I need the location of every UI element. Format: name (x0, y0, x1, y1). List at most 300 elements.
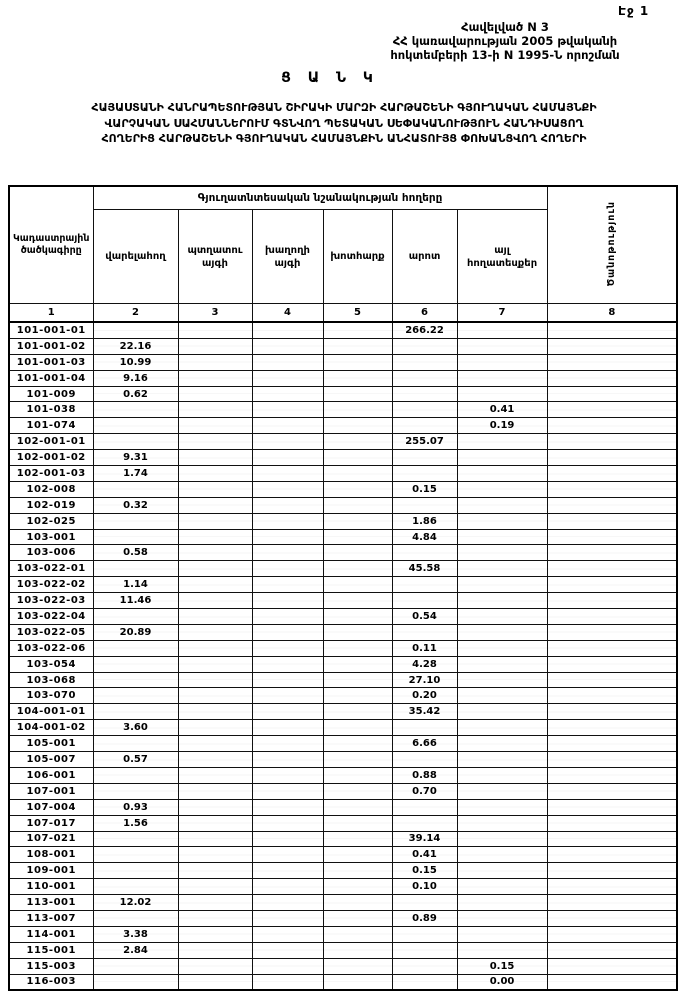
area-value-cell (547, 418, 677, 434)
area-value-cell (457, 736, 547, 752)
area-value-cell (252, 577, 323, 593)
area-value-cell (323, 402, 392, 418)
table-row (9, 736, 677, 752)
area-value-cell (93, 958, 178, 974)
table-row (9, 418, 677, 434)
area-value-cell (252, 338, 323, 354)
area-value-cell (392, 386, 457, 402)
area-value-cell: 3.38 (93, 926, 178, 942)
land-parcels-table (8, 185, 678, 991)
area-value-cell (323, 545, 392, 561)
area-value-cell (178, 402, 252, 418)
area-value-cell (252, 402, 323, 418)
cadastral-code-cell: 101-001-01 (9, 322, 93, 338)
area-value-cell (457, 497, 547, 513)
area-value-cell (547, 513, 677, 529)
area-value-cell (323, 418, 392, 434)
cadastral-code-cell: 103-022-05 (9, 624, 93, 640)
area-value-cell (178, 799, 252, 815)
area-value-cell (457, 593, 547, 609)
area-value-cell (93, 322, 178, 338)
area-value-cell (252, 418, 323, 434)
area-value-cell (457, 688, 547, 704)
column-number-row (9, 304, 677, 323)
area-value-cell (547, 926, 677, 942)
area-value-cell (323, 481, 392, 497)
area-value-cell (323, 879, 392, 895)
area-value-cell (323, 942, 392, 958)
area-value-cell (323, 354, 392, 370)
area-value-cell (547, 609, 677, 625)
table-row (9, 624, 677, 640)
area-value-cell (252, 704, 323, 720)
area-value-cell (93, 529, 178, 545)
cadastral-code-cell: 106-001 (9, 767, 93, 783)
area-value-cell: 39.14 (392, 831, 457, 847)
area-value-cell: 0.58 (93, 545, 178, 561)
area-value-cell (93, 863, 178, 879)
area-value-cell (252, 593, 323, 609)
cadastral-code-cell: 107-021 (9, 831, 93, 847)
area-value-cell (178, 736, 252, 752)
area-value-cell (252, 450, 323, 466)
area-value-cell (252, 958, 323, 974)
area-value-cell (178, 688, 252, 704)
note-header-vertical-label: Ծանոթություն (606, 200, 618, 287)
area-value-cell: 22.16 (93, 338, 178, 354)
cadastral-code-cell: 107-004 (9, 799, 93, 815)
column-header-orchard: պտղատու այգի (178, 210, 252, 304)
area-value-cell (457, 338, 547, 354)
table-row (9, 847, 677, 863)
area-value-cell: 27.10 (392, 672, 457, 688)
area-value-cell (93, 688, 178, 704)
area-value-cell (93, 736, 178, 752)
cadastral-code-cell: 104-001-01 (9, 704, 93, 720)
area-value-cell (392, 926, 457, 942)
area-value-cell: 9.16 (93, 370, 178, 386)
area-value-cell (457, 752, 547, 768)
page-title: Ց Ա Ն Կ (281, 70, 379, 86)
table-row (9, 752, 677, 768)
area-value-cell: 0.62 (93, 386, 178, 402)
column-header-other-lands: այլ հողատեսքեր (457, 210, 547, 304)
subtitle-line-2: ՎԱՐՉԱԿԱՆ ՍԱՀՄԱՆՆԵՐՈՒՄ ԳՏՆՎՈՂ ՊԵՏԱԿԱՆ ՍԵՓԱԿԱՆՈՒԹՅՈՒՆ ՀԱՆԴԻՍԱՑՈՂ (104, 116, 584, 130)
area-value-cell (547, 354, 677, 370)
area-value-cell (178, 481, 252, 497)
area-value-cell: 11.46 (93, 593, 178, 609)
area-value-cell (252, 322, 323, 338)
table-row (9, 386, 677, 402)
column-group-header-agricultural-lands: Գյուղատնտեսական նշանակության հողերը (93, 186, 547, 210)
area-value-cell (178, 338, 252, 354)
area-value-cell: 45.58 (392, 561, 457, 577)
area-value-cell (178, 640, 252, 656)
area-value-cell (252, 895, 323, 911)
area-value-cell (323, 974, 392, 990)
table-row (9, 466, 677, 482)
table-body (9, 322, 677, 990)
cadastral-code-cell: 114-001 (9, 926, 93, 942)
area-value-cell (323, 895, 392, 911)
cadastral-code-cell: 101-038 (9, 402, 93, 418)
area-value-cell (323, 386, 392, 402)
area-value-cell (252, 767, 323, 783)
area-value-cell (547, 640, 677, 656)
area-value-cell (178, 386, 252, 402)
area-value-cell (93, 879, 178, 895)
column-number: 2 (93, 304, 178, 323)
area-value-cell (323, 593, 392, 609)
area-value-cell (457, 863, 547, 879)
area-value-cell (93, 402, 178, 418)
area-value-cell (547, 402, 677, 418)
area-value-cell (252, 783, 323, 799)
column-number: 4 (252, 304, 323, 323)
table-row (9, 974, 677, 990)
area-value-cell (178, 926, 252, 942)
area-value-cell: 0.11 (392, 640, 457, 656)
area-value-cell: 0.20 (392, 688, 457, 704)
area-value-cell (178, 529, 252, 545)
table-row (9, 497, 677, 513)
area-value-cell (457, 434, 547, 450)
area-value-cell (323, 688, 392, 704)
area-value-cell (252, 466, 323, 482)
area-value-cell (392, 958, 457, 974)
table-row (9, 879, 677, 895)
area-value-cell (457, 370, 547, 386)
area-value-cell (252, 847, 323, 863)
area-value-cell (457, 513, 547, 529)
area-value-cell (457, 704, 547, 720)
area-value-cell (178, 450, 252, 466)
cadastral-code-cell: 102-008 (9, 481, 93, 497)
area-value-cell (392, 418, 457, 434)
area-value-cell (547, 688, 677, 704)
area-value-cell (457, 529, 547, 545)
area-value-cell (178, 767, 252, 783)
column-header-note (547, 186, 677, 304)
table-row (9, 942, 677, 958)
area-value-cell (457, 577, 547, 593)
column-header-cadastral-code: Կադաստրային ծածկագիրը (9, 186, 93, 304)
table-row (9, 338, 677, 354)
area-value-cell (93, 418, 178, 434)
area-value-cell (323, 640, 392, 656)
area-value-cell (252, 640, 323, 656)
table-row (9, 640, 677, 656)
area-value-cell (252, 609, 323, 625)
area-value-cell (323, 529, 392, 545)
area-value-cell: 0.70 (392, 783, 457, 799)
area-value-cell (178, 895, 252, 911)
area-value-cell (547, 720, 677, 736)
area-value-cell (547, 529, 677, 545)
area-value-cell (547, 831, 677, 847)
area-value-cell: 0.32 (93, 497, 178, 513)
area-value-cell (547, 863, 677, 879)
area-value-cell: 4.28 (392, 656, 457, 672)
area-value-cell (323, 466, 392, 482)
area-value-cell (252, 974, 323, 990)
area-value-cell (392, 402, 457, 418)
area-value-cell (93, 672, 178, 688)
area-value-cell (547, 958, 677, 974)
area-value-cell (392, 752, 457, 768)
column-header-hayfield: խոտհարք (323, 210, 392, 304)
area-value-cell (392, 466, 457, 482)
group-header-row (9, 186, 677, 210)
area-value-cell (323, 910, 392, 926)
area-value-cell (93, 831, 178, 847)
table-row (9, 577, 677, 593)
area-value-cell (178, 783, 252, 799)
cadastral-code-cell: 105-001 (9, 736, 93, 752)
table-row (9, 370, 677, 386)
area-value-cell (252, 688, 323, 704)
area-value-cell (252, 656, 323, 672)
area-value-cell (547, 466, 677, 482)
column-header-vineyard: խաղողի այգի (252, 210, 323, 304)
area-value-cell (178, 974, 252, 990)
area-value-cell (252, 561, 323, 577)
area-value-cell (457, 815, 547, 831)
cadastral-code-cell: 108-001 (9, 847, 93, 863)
area-value-cell (323, 434, 392, 450)
cadastral-code-cell: 103-068 (9, 672, 93, 688)
area-value-cell (252, 354, 323, 370)
area-value-cell (457, 942, 547, 958)
area-value-cell: 3.60 (93, 720, 178, 736)
area-value-cell (547, 450, 677, 466)
cadastral-code-cell: 101-001-03 (9, 354, 93, 370)
area-value-cell: 10.99 (93, 354, 178, 370)
area-value-cell (392, 942, 457, 958)
area-value-cell (252, 370, 323, 386)
cadastral-code-cell: 102-025 (9, 513, 93, 529)
area-value-cell (547, 895, 677, 911)
area-value-cell (252, 910, 323, 926)
area-value-cell (252, 434, 323, 450)
area-value-cell: 0.41 (392, 847, 457, 863)
area-value-cell (457, 322, 547, 338)
area-value-cell: 0.00 (457, 974, 547, 990)
area-value-cell (547, 752, 677, 768)
area-value-cell (323, 370, 392, 386)
table-row (9, 354, 677, 370)
area-value-cell (392, 593, 457, 609)
area-value-cell: 0.89 (392, 910, 457, 926)
table-row (9, 688, 677, 704)
area-value-cell (323, 815, 392, 831)
area-value-cell (547, 879, 677, 895)
area-value-cell (457, 545, 547, 561)
column-number: 1 (9, 304, 93, 323)
area-value-cell: 0.41 (457, 402, 547, 418)
area-value-cell (93, 609, 178, 625)
area-value-cell (457, 672, 547, 688)
area-value-cell (547, 767, 677, 783)
area-value-cell (93, 513, 178, 529)
table-row (9, 704, 677, 720)
area-value-cell: 2.84 (93, 942, 178, 958)
table-row (9, 672, 677, 688)
area-value-cell (547, 545, 677, 561)
area-value-cell (547, 481, 677, 497)
table-row (9, 545, 677, 561)
area-value-cell (547, 783, 677, 799)
area-value-cell: 12.02 (93, 895, 178, 911)
cadastral-code-cell: 103-054 (9, 656, 93, 672)
area-value-cell (392, 799, 457, 815)
area-value-cell (252, 831, 323, 847)
table-row (9, 513, 677, 529)
document-subtitle (0, 100, 688, 147)
area-value-cell (93, 974, 178, 990)
column-number: 8 (547, 304, 677, 323)
area-value-cell: 0.15 (392, 481, 457, 497)
area-value-cell (178, 609, 252, 625)
area-value-cell (323, 736, 392, 752)
area-value-cell (323, 847, 392, 863)
cadastral-code-cell: 105-007 (9, 752, 93, 768)
table-row (9, 481, 677, 497)
area-value-cell (457, 624, 547, 640)
area-value-cell (323, 672, 392, 688)
area-value-cell (392, 720, 457, 736)
area-value-cell (457, 656, 547, 672)
area-value-cell: 1.86 (392, 513, 457, 529)
cadastral-code-cell: 102-001-01 (9, 434, 93, 450)
area-value-cell (457, 609, 547, 625)
area-value-cell (178, 497, 252, 513)
area-value-cell (323, 720, 392, 736)
area-value-cell (457, 481, 547, 497)
decree-date-line: հոկտեմբերի 13-ի N 1995-Ն որոշման (390, 48, 620, 62)
table-row (9, 322, 677, 338)
area-value-cell (547, 656, 677, 672)
page-number: Էջ 1 (618, 4, 650, 18)
area-value-cell (323, 497, 392, 513)
area-value-cell: 0.54 (392, 609, 457, 625)
area-value-cell (457, 783, 547, 799)
area-value-cell (178, 704, 252, 720)
area-value-cell (392, 370, 457, 386)
area-value-cell (93, 656, 178, 672)
area-value-cell (547, 799, 677, 815)
area-value-cell: 6.66 (392, 736, 457, 752)
area-value-cell (93, 783, 178, 799)
area-value-cell (252, 942, 323, 958)
area-value-cell (323, 322, 392, 338)
area-value-cell (323, 831, 392, 847)
cadastral-code-cell: 102-001-02 (9, 450, 93, 466)
area-value-cell (178, 672, 252, 688)
table-row (9, 895, 677, 911)
column-number: 5 (323, 304, 392, 323)
area-value-cell (547, 386, 677, 402)
area-value-cell (547, 672, 677, 688)
area-value-cell (457, 831, 547, 847)
area-value-cell (252, 720, 323, 736)
table-row (9, 561, 677, 577)
area-value-cell (323, 926, 392, 942)
area-value-cell (547, 624, 677, 640)
table-row (9, 831, 677, 847)
area-value-cell (323, 863, 392, 879)
area-value-cell (252, 386, 323, 402)
area-value-cell (178, 593, 252, 609)
area-value-cell (178, 942, 252, 958)
area-value-cell (252, 879, 323, 895)
cadastral-code-cell: 103-022-03 (9, 593, 93, 609)
area-value-cell (547, 736, 677, 752)
area-value-cell (178, 752, 252, 768)
cadastral-code-cell: 103-022-02 (9, 577, 93, 593)
area-value-cell (178, 831, 252, 847)
table-row (9, 910, 677, 926)
area-value-cell: 0.57 (93, 752, 178, 768)
area-value-cell (252, 815, 323, 831)
cadastral-code-cell: 109-001 (9, 863, 93, 879)
area-value-cell (93, 767, 178, 783)
area-value-cell (457, 640, 547, 656)
area-value-cell (392, 624, 457, 640)
area-value-cell (178, 656, 252, 672)
table-row (9, 958, 677, 974)
area-value-cell (178, 910, 252, 926)
area-value-cell (252, 529, 323, 545)
area-value-cell: 35.42 (392, 704, 457, 720)
area-value-cell (178, 815, 252, 831)
area-value-cell (178, 466, 252, 482)
area-value-cell: 255.07 (392, 434, 457, 450)
area-value-cell (392, 450, 457, 466)
cadastral-code-cell: 115-003 (9, 958, 93, 974)
area-value-cell (323, 577, 392, 593)
table-row (9, 609, 677, 625)
area-value-cell (252, 624, 323, 640)
area-value-cell (457, 847, 547, 863)
area-value-cell (547, 434, 677, 450)
area-value-cell (457, 926, 547, 942)
table-row (9, 450, 677, 466)
cadastral-code-cell: 113-001 (9, 895, 93, 911)
area-value-cell (323, 609, 392, 625)
area-value-cell (547, 577, 677, 593)
area-value-cell (323, 624, 392, 640)
area-value-cell: 4.84 (392, 529, 457, 545)
area-value-cell (547, 974, 677, 990)
area-value-cell (323, 513, 392, 529)
area-value-cell: 20.89 (93, 624, 178, 640)
area-value-cell (323, 799, 392, 815)
area-value-cell (252, 736, 323, 752)
area-value-cell (392, 974, 457, 990)
area-value-cell (178, 720, 252, 736)
area-value-cell (93, 561, 178, 577)
area-value-cell: 0.15 (457, 958, 547, 974)
area-value-cell (457, 466, 547, 482)
area-value-cell (252, 481, 323, 497)
area-value-cell (392, 497, 457, 513)
column-number: 7 (457, 304, 547, 323)
area-value-cell: 1.74 (93, 466, 178, 482)
cadastral-code-cell: 103-001 (9, 529, 93, 545)
table-row (9, 926, 677, 942)
cadastral-code-cell: 101-001-02 (9, 338, 93, 354)
